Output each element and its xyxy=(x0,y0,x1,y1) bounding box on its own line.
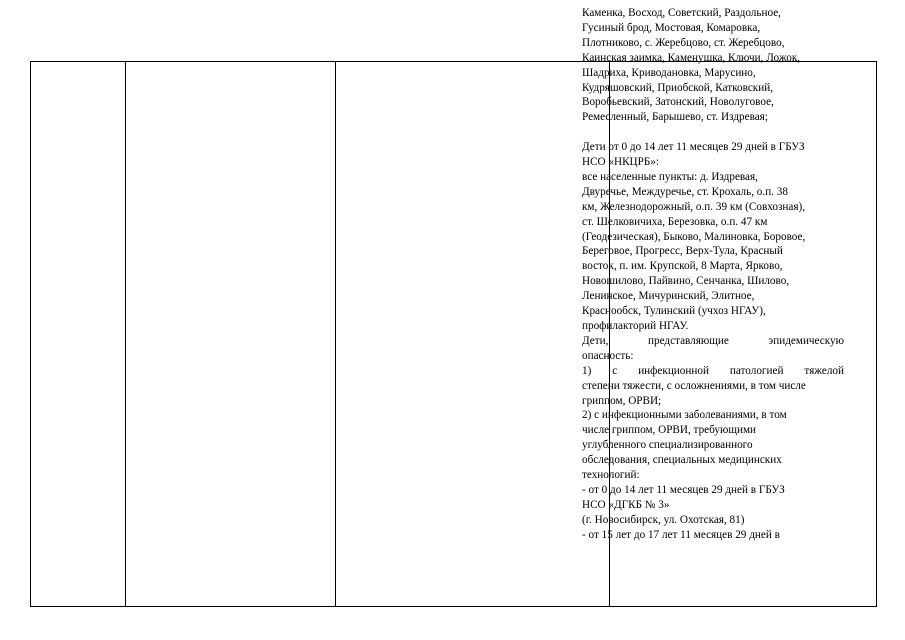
text-line: Дети, представляющие эпидемическую xyxy=(582,334,844,347)
text-line: Новошилово, Пайвино, Сенчанка, Шилово, xyxy=(582,275,790,288)
text-line: Плотниково, с. Жеребцово, ст. Жеребцово, xyxy=(582,36,785,49)
text-line: углубленного специализированного xyxy=(582,439,753,452)
text-line: Дети от 0 до 14 лет 11 месяцев 29 дней в ГБУЗ xyxy=(582,141,805,154)
text-line: 1) с инфекционной патологией тяжелой xyxy=(582,364,844,377)
column-divider-1 xyxy=(125,62,126,606)
text-line: опасность: xyxy=(582,349,634,362)
text-line: ст. Шелковичиха, Березовка, о.п. 47 км xyxy=(582,215,768,228)
text-line: гриппом, ОРВИ; xyxy=(582,394,662,407)
text-line: (г. Новосибирск, ул. Охотская, 81) xyxy=(582,513,745,526)
text-line: числе гриппом, ОРВИ, требующими xyxy=(582,424,757,437)
text-line: обследования, специальных медицинских xyxy=(582,454,782,467)
text-line: НСО «ДГКБ № 3» xyxy=(582,498,670,511)
text-line: - от 0 до 14 лет 11 месяцев 29 дней в ГБУЗ xyxy=(582,483,785,496)
text-line: Двуречье, Междуречье, ст. Крохаль, о.п. 38 xyxy=(582,185,788,198)
text-line: Краснообск, Тулинский (учхоз НГАУ), xyxy=(582,305,766,318)
column-divider-2 xyxy=(335,62,336,606)
paragraph-gap xyxy=(582,125,844,140)
text-line: Каинская заимка, Каменушка, Ключи, Ложок, xyxy=(582,51,801,64)
text-line: Шадриха, Криводановка, Марусино, xyxy=(582,66,756,79)
text-line: Ленинское, Мичуринский, Элитное, xyxy=(582,290,755,303)
text-line: 2) с инфекционными заболеваниями, в том xyxy=(582,409,787,422)
text-line: Гусиный брод, Мостовая, Комаровка, xyxy=(582,21,761,34)
text-line: восток, п. им. Крупской, 8 Марта, Ярково, xyxy=(582,260,783,273)
text-line: (Геодезическая), Быково, Малиновка, Боровое, xyxy=(582,230,806,243)
text-line: профилакторий НГАУ. xyxy=(582,320,689,333)
table-cell-settlements xyxy=(582,6,844,543)
text-line: Ремесленный, Барышево, ст. Издревая; xyxy=(582,111,768,124)
text-line: Береговое, Прогресс, Верх-Тула, Красный xyxy=(582,245,783,258)
text-line: - от 15 лет до 17 лет 11 месяцев 29 дней в xyxy=(582,528,780,541)
text-line: км, Железнодорожный, о.п. 39 км (Совхозная), xyxy=(582,200,806,213)
text-line: НСО «НКЦРБ»: xyxy=(582,156,659,169)
text-line: Воробьевский, Затонский, Новолуговое, xyxy=(582,96,774,109)
text-line: все населенные пункты: д. Издревая, xyxy=(582,170,758,183)
text-line: Кудряшовский, Приобской, Катковский, xyxy=(582,81,774,94)
text-line: Каменка, Восход, Советский, Раздольное, xyxy=(582,7,781,19)
text-line: технологий: xyxy=(582,469,640,482)
text-line: степени тяжести, с осложнениями, в том числе xyxy=(582,379,806,392)
